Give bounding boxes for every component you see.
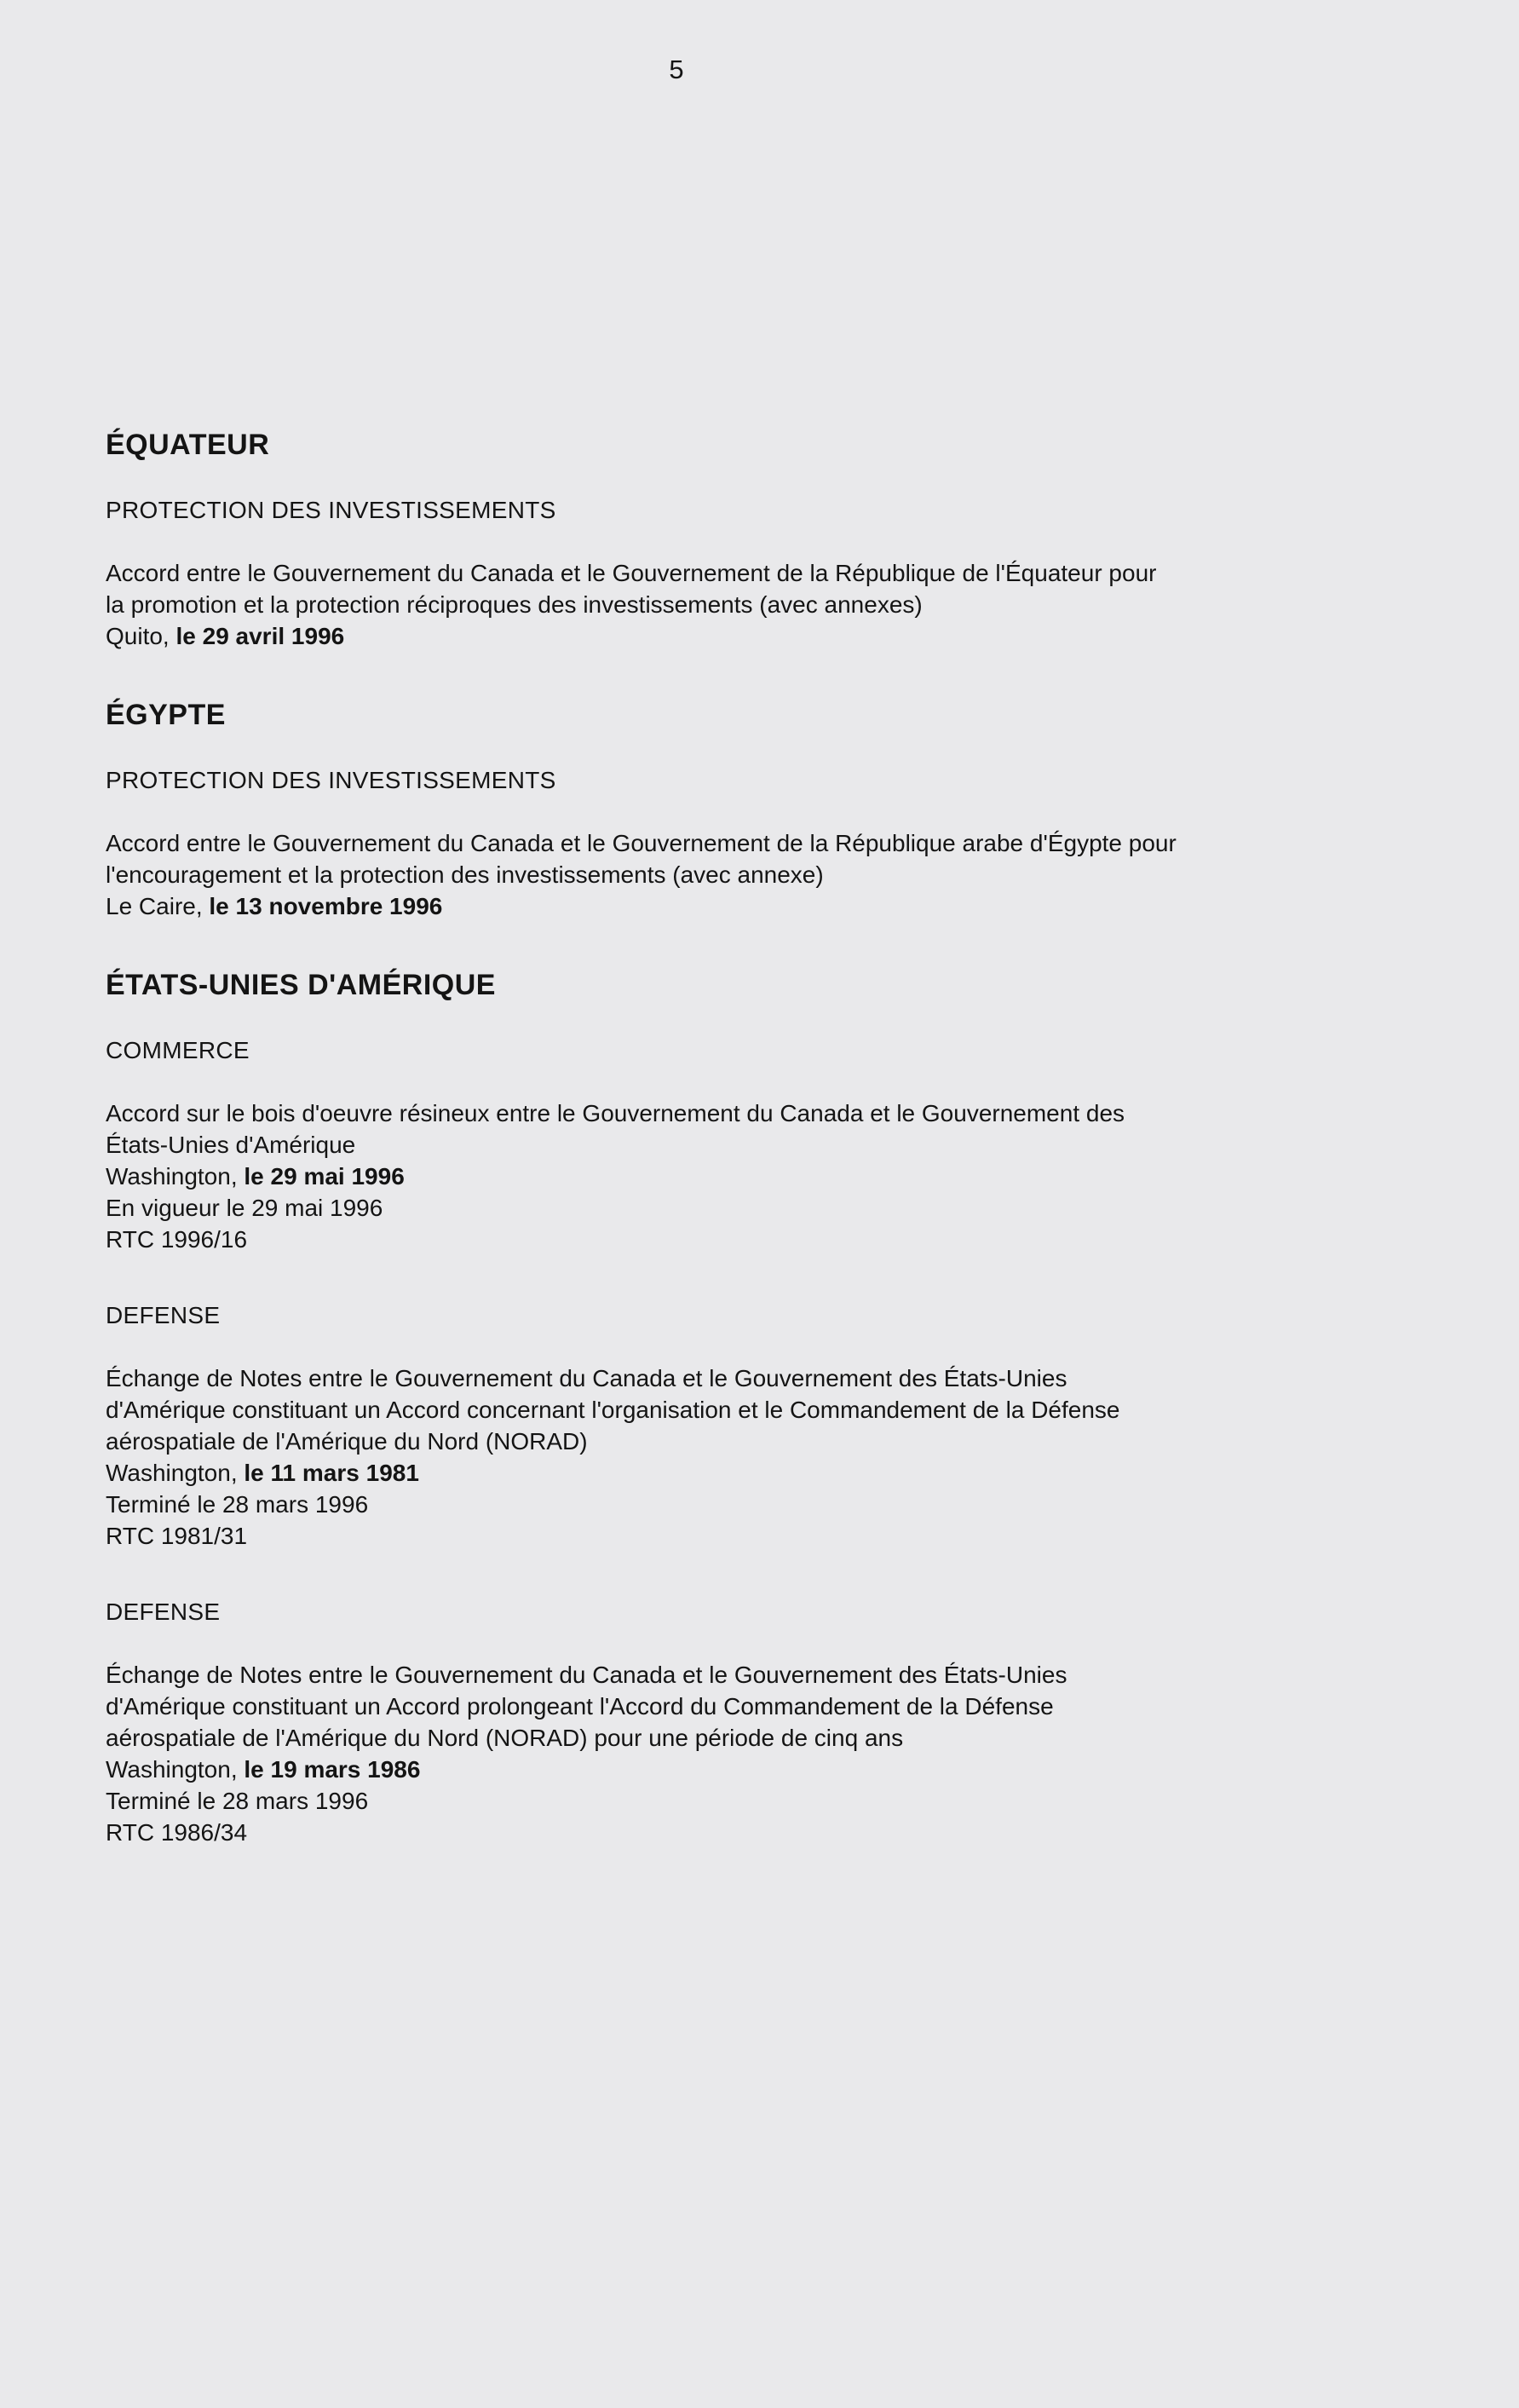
section-equateur bbox=[106, 426, 1341, 652]
subject-heading: PROTECTION DES INVESTISSEMENTS bbox=[106, 767, 556, 793]
country-heading: ÉQUATEUR bbox=[106, 429, 270, 461]
treaty-date: le 13 novembre 1996 bbox=[209, 893, 443, 919]
country-heading: ÉTATS-UNIES D'AMÉRIQUE bbox=[106, 969, 496, 1001]
section-egypte bbox=[106, 696, 1341, 922]
treaty-place: Washington, bbox=[106, 1756, 245, 1783]
treaty-signature bbox=[106, 890, 1341, 922]
treaty-date: le 11 mars 1981 bbox=[244, 1460, 419, 1486]
treaty-title-line: l'encouragement et la protection des investissements (avec annexe) bbox=[106, 861, 824, 888]
treaty-date: le 29 mai 1996 bbox=[244, 1163, 405, 1190]
treaty-entry bbox=[106, 1097, 1341, 1255]
treaty-title-line: États-Unies d'Amérique bbox=[106, 1132, 356, 1158]
subject-heading: DEFENSE bbox=[106, 1302, 221, 1328]
treaty-title-line: Échange de Notes entre le Gouvernement du Canada et le Gouvernement des États-Unies bbox=[106, 1365, 1067, 1391]
treaty-signature bbox=[106, 1457, 1341, 1489]
treaty-date: le 29 avril 1996 bbox=[175, 623, 345, 649]
subject-heading: PROTECTION DES INVESTISSEMENTS bbox=[106, 497, 556, 523]
treaty-entry bbox=[106, 827, 1341, 922]
country-heading: ÉGYPTE bbox=[106, 699, 226, 731]
treaty-rtc: RTC 1981/31 bbox=[106, 1523, 248, 1549]
treaty-rtc: RTC 1996/16 bbox=[106, 1226, 248, 1253]
treaty-date: le 19 mars 1986 bbox=[244, 1756, 421, 1783]
treaty-entry bbox=[106, 1362, 1341, 1552]
document-body bbox=[106, 426, 1341, 1892]
treaty-title-line: aérospatiale de l'Amérique du Nord (NORAD) bbox=[106, 1428, 588, 1455]
treaty-status: Terminé le 28 mars 1996 bbox=[106, 1491, 369, 1518]
treaty-place: Le Caire, bbox=[106, 893, 210, 919]
treaty-title-line: Accord entre le Gouvernement du Canada et le Gouvernement de la République arabe d'Égypte pour bbox=[106, 830, 1177, 856]
treaty-title-line: la promotion et la protection réciproques des investissements (avec annexes) bbox=[106, 591, 923, 618]
treaty-entry bbox=[106, 557, 1341, 652]
treaty-title-line: Accord sur le bois d'oeuvre résineux entre le Gouvernement du Canada et le Gouvernement des bbox=[106, 1100, 1125, 1126]
treaty-signature bbox=[106, 620, 1341, 652]
treaty-signature bbox=[106, 1754, 1341, 1785]
treaty-place: Washington, bbox=[106, 1460, 245, 1486]
page-number: 5 bbox=[669, 55, 684, 84]
treaty-rtc: RTC 1986/34 bbox=[106, 1819, 248, 1846]
treaty-title-line: Échange de Notes entre le Gouvernement du Canada et le Gouvernement des États-Unies bbox=[106, 1662, 1067, 1688]
treaty-status: En vigueur le 29 mai 1996 bbox=[106, 1195, 383, 1221]
subject-heading: COMMERCE bbox=[106, 1037, 250, 1063]
treaty-place: Quito, bbox=[106, 623, 176, 649]
treaty-entry bbox=[106, 1659, 1341, 1848]
treaty-status: Terminé le 28 mars 1996 bbox=[106, 1788, 369, 1814]
treaty-title-line: aérospatiale de l'Amérique du Nord (NORAD) pour une période de cinq ans bbox=[106, 1725, 904, 1751]
treaty-signature bbox=[106, 1161, 1341, 1192]
treaty-title-line: d'Amérique constituant un Accord concernant l'organisation et le Commandement de la Défense bbox=[106, 1397, 1120, 1423]
section-etats-unis bbox=[106, 966, 1341, 1848]
treaty-place: Washington, bbox=[106, 1163, 245, 1190]
treaty-title-line: d'Amérique constituant un Accord prolongeant l'Accord du Commandement de la Défense bbox=[106, 1693, 1054, 1720]
subject-heading: DEFENSE bbox=[106, 1599, 221, 1625]
treaty-title-line: Accord entre le Gouvernement du Canada et le Gouvernement de la République de l'Équateur pour bbox=[106, 560, 1157, 586]
